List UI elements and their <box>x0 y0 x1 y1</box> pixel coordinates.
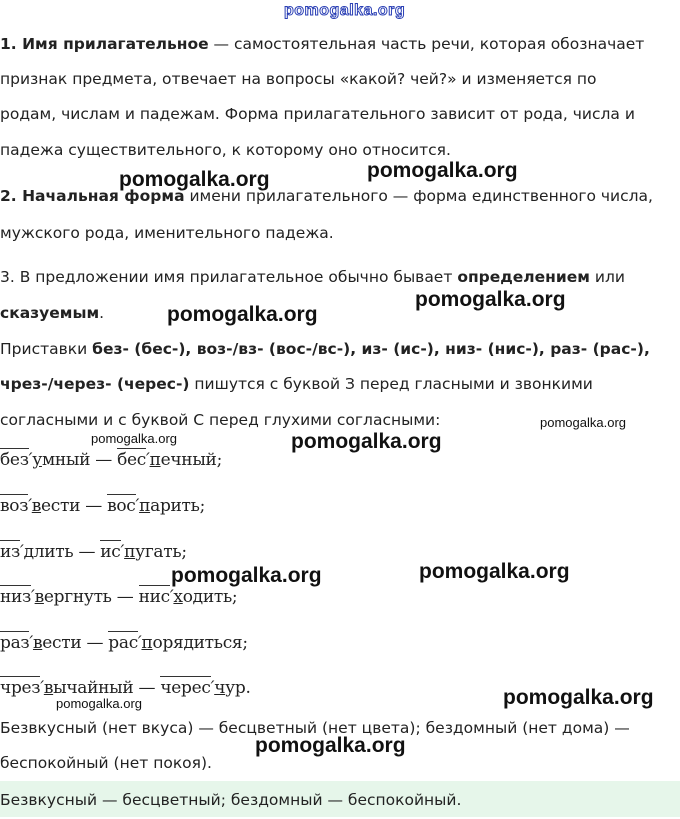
prefix-rule-line2 <box>0 366 593 402</box>
example-punct: ; <box>242 633 248 653</box>
example-dash: — <box>90 450 118 470</box>
example-dash: — <box>73 542 101 562</box>
watermark-3: pomogalka.org <box>415 288 566 311</box>
example-punct: ; <box>231 587 238 607</box>
rule3-text-a: 3. В предложении имя прилагательное обычно бывает <box>0 268 458 286</box>
watermark-11: pomogalka.org <box>503 686 654 709</box>
example-prefix-voiceless: вос <box>107 496 136 516</box>
sentence-line2: беспокойный (нет покоя). <box>0 754 212 772</box>
example-row <box>0 678 251 698</box>
example-following-letter: у <box>32 450 42 470</box>
example-following-letter: д <box>23 542 34 562</box>
watermark-8: pomogalka.org <box>171 564 322 587</box>
example-following-letter: п <box>124 542 136 562</box>
example-row <box>0 450 222 470</box>
rule2-line2: мужского рода, именительного падежа. <box>0 224 334 242</box>
watermark-5: pomogalka.org <box>540 415 626 430</box>
example-word-rest: ергнуть <box>43 587 112 607</box>
example-word-rest: ечный <box>160 450 217 470</box>
sentence-line1: Безвкусный (нет вкуса) — бесцветный (нет цвета); бездомный (нет дома) — <box>0 719 630 737</box>
example-following-letter: х <box>173 587 183 607</box>
watermark-10: pomogalka.org <box>56 696 142 711</box>
example-word-rest: ести <box>42 633 82 653</box>
rule1-line4: падежа существительного, к которому оно относится. <box>0 141 451 159</box>
rule1-num: 1. <box>0 35 23 53</box>
example-punct: . <box>245 678 251 698</box>
example-dash: — <box>80 496 108 516</box>
rule3-line2 <box>0 295 104 331</box>
example-word-rest: угать <box>135 542 182 562</box>
prefix-boundary-mark: ′ <box>31 587 35 607</box>
example-punct: ; <box>216 450 223 470</box>
watermark-4: pomogalka.org <box>167 303 318 326</box>
rule1-line2: признак предмета, отвечает на вопросы «какой? чей?» и изменяется по <box>0 70 597 88</box>
watermark-2: pomogalka.org <box>367 159 518 182</box>
example-prefix-voiced: чрез <box>0 678 41 698</box>
prefix-boundary-mark: ′ <box>40 678 44 698</box>
example-following-letter: в <box>43 678 54 698</box>
rule2-text1: имени прилагательного — форма единственного числа, <box>184 187 653 205</box>
example-word-rest: одить <box>182 587 232 607</box>
example-row <box>0 542 187 562</box>
prefix-boundary-mark: ′ <box>20 542 24 562</box>
example-row <box>0 587 237 607</box>
prefix-boundary-mark: ′ <box>120 542 125 562</box>
example-prefix-voiced: раз <box>0 633 30 653</box>
watermark-9: pomogalka.org <box>419 560 570 583</box>
example-word-rest: орядиться <box>152 633 243 653</box>
prefix-boundary-mark: ′ <box>29 633 33 653</box>
example-punct: ; <box>181 542 187 562</box>
answer-box <box>0 781 680 817</box>
example-prefix-voiceless: бес <box>117 450 146 470</box>
example-prefix-voiced: без <box>0 450 29 470</box>
rule1-line3: родам, числам и падежам. Форма прилагательного зависит от рода, числа и <box>0 105 635 123</box>
site-logo: pomogalka.org <box>284 2 406 19</box>
example-dash: — <box>111 587 139 607</box>
example-word-rest: арить <box>150 496 200 516</box>
prefix-boundary-mark: ′ <box>137 633 142 653</box>
example-word-rest: ычайный <box>53 678 134 698</box>
example-following-letter: в <box>32 633 43 653</box>
example-prefix-voiced: воз <box>0 496 29 516</box>
example-prefix-voiced: из <box>0 542 21 562</box>
example-following-letter: п <box>149 450 161 470</box>
prefix-boundary-mark: ′ <box>146 450 150 470</box>
watermark-7: pomogalka.org <box>291 430 442 453</box>
rule1-term: Имя прилагательное <box>22 35 209 53</box>
example-row <box>0 496 205 516</box>
prefix-boundary-mark: ′ <box>135 496 140 516</box>
example-word-rest: лить <box>33 542 74 562</box>
example-prefix-voiceless: рас <box>108 633 138 653</box>
example-following-letter: п <box>139 496 151 516</box>
watermark-6: pomogalka.org <box>91 431 177 446</box>
rule2-num: 2. <box>0 187 23 205</box>
watermark-1: pomogalka.org <box>119 168 270 191</box>
prefix-boundary-mark: ′ <box>210 678 215 698</box>
prefix-rule-text-a: Приставки <box>0 340 93 358</box>
prefix-rule-prefixes: без- (бес-), воз-/вз- (вос-/вс-), из- (ис-), низ- (нис-), раз- (рас-), <box>92 340 650 358</box>
rule2-line1 <box>0 178 653 214</box>
example-following-letter: в <box>34 587 44 607</box>
rule3-term-predicate: сказуемым <box>0 304 100 322</box>
prefix-rule-line1 <box>0 331 650 367</box>
example-following-letter: п <box>141 633 153 653</box>
answer-text: Безвкусный — бесцветный; бездомный — беспокойный. <box>0 791 462 809</box>
prefix-rule-line3: согласными и с буквой С перед глухими согласными: <box>0 411 441 429</box>
prefix-boundary-mark: ′ <box>28 496 32 516</box>
example-prefix-voiceless: черес <box>160 678 211 698</box>
rule1-text1: — самостоятельная часть речи, которая обозначает <box>208 35 645 53</box>
example-word-rest: ести <box>41 496 81 516</box>
prefix-rule-text-b: пишутся с буквой З перед гласными и звонкими <box>189 375 593 393</box>
watermark-12: pomogalka.org <box>255 734 406 757</box>
example-following-letter: ч <box>214 678 226 698</box>
rule1-line1 <box>0 26 644 62</box>
rule3-term-attribute: определением <box>457 268 590 286</box>
prefix-boundary-mark: ′ <box>28 450 33 470</box>
rule2-term: Начальная форма <box>22 187 185 205</box>
rule3-text-c: или <box>589 268 625 286</box>
example-following-letter: в <box>31 496 42 516</box>
example-row <box>0 633 248 653</box>
example-word-rest: ур <box>225 678 246 698</box>
example-word-rest: мный <box>41 450 91 470</box>
example-prefix-voiceless: ис <box>100 542 121 562</box>
example-prefix-voiceless: нис <box>138 587 170 607</box>
prefix-rule-prefixes2: чрез-/через- (черес-) <box>0 375 190 393</box>
example-dash: — <box>133 678 161 698</box>
example-punct: ; <box>199 496 206 516</box>
example-dash: — <box>81 633 109 653</box>
prefix-boundary-mark: ′ <box>169 587 174 607</box>
rule3-period: . <box>99 304 105 322</box>
example-prefix-voiced: низ <box>0 587 32 607</box>
